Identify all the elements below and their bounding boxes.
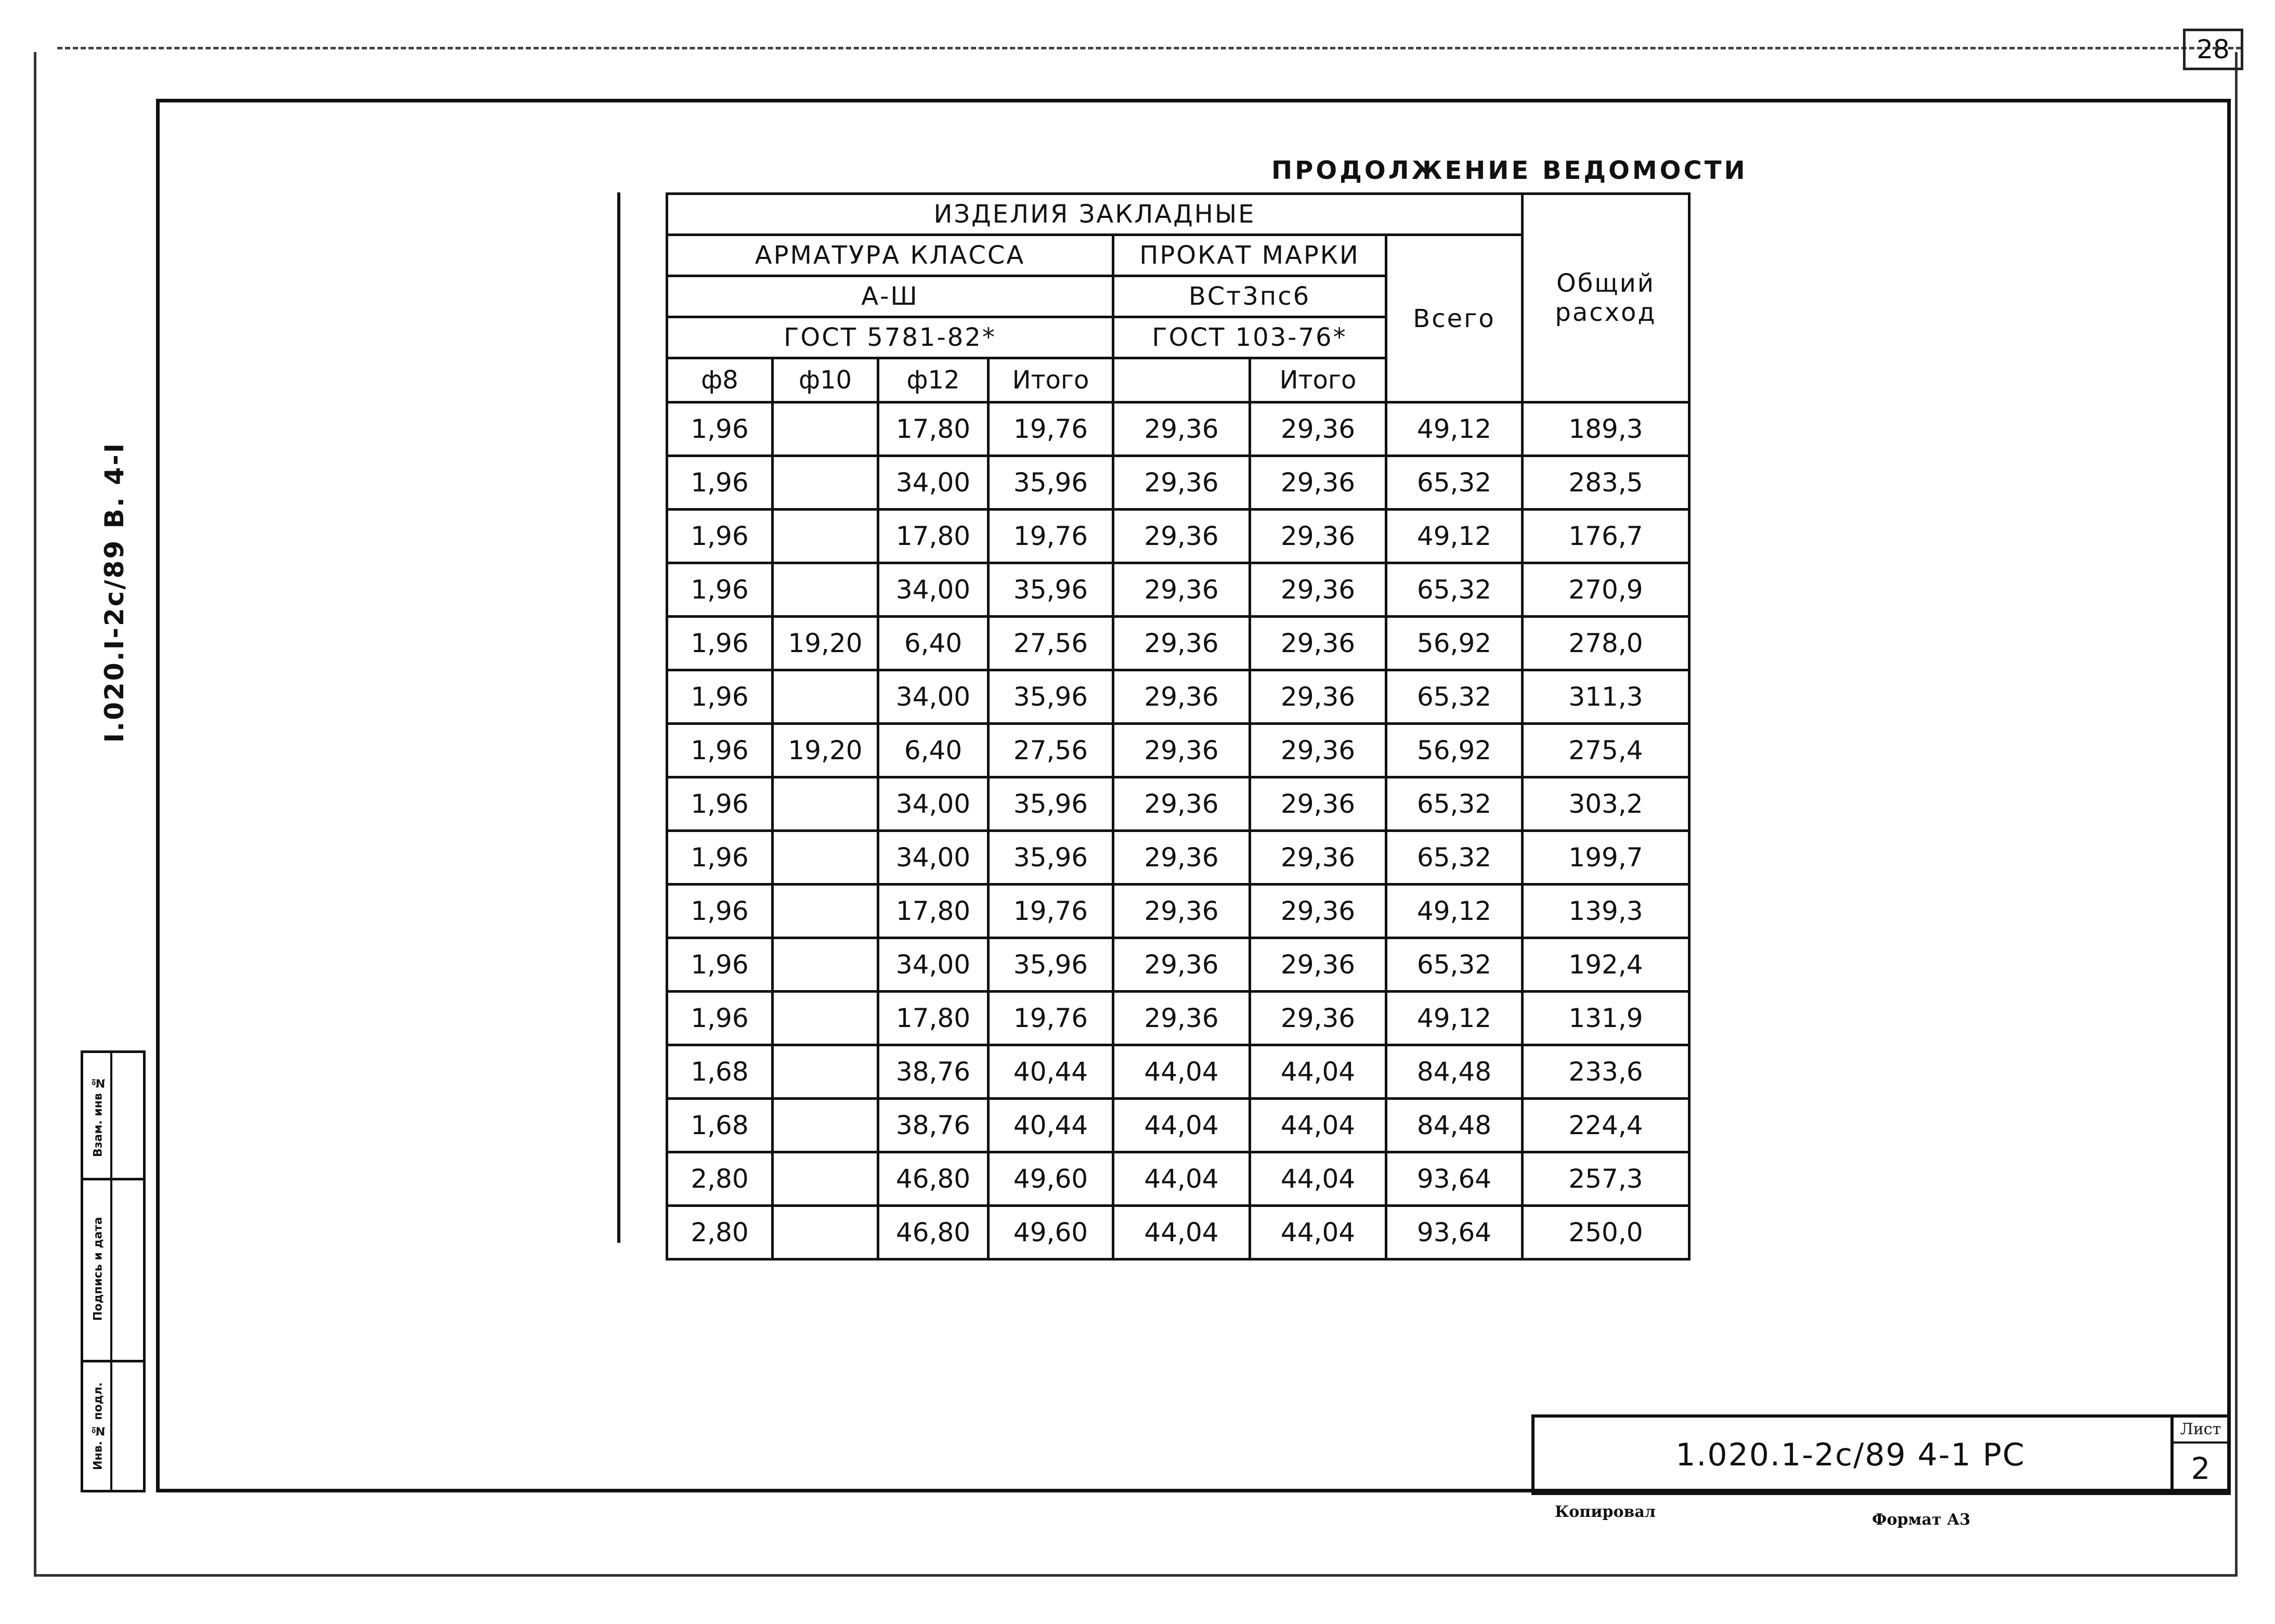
table-cell: 29,36	[1113, 456, 1250, 510]
table-cell: 65,32	[1386, 456, 1523, 510]
table-cell: 1,96	[667, 992, 773, 1045]
table-row	[667, 777, 1689, 831]
table-cell: 35,96	[989, 938, 1113, 992]
column-header: Итого	[989, 358, 1113, 402]
table-cell	[773, 670, 878, 724]
table-row	[667, 402, 1689, 456]
table-cell: 34,00	[878, 563, 989, 617]
table-cell: 27,56	[989, 724, 1113, 777]
statement-table-wrap	[621, 192, 1691, 1261]
table-cell	[773, 563, 878, 617]
table-cell: 44,04	[1250, 1206, 1386, 1259]
sheet-number: 2	[2191, 1450, 2211, 1486]
column-header	[1113, 358, 1250, 402]
side-stamp-signature-label: Подпись и дата	[92, 1217, 105, 1321]
table-cell: 1,96	[667, 402, 773, 456]
table-cell: 29,36	[1250, 831, 1386, 885]
table-cell	[773, 938, 878, 992]
table-cell: 29,36	[1250, 938, 1386, 992]
outer-frame-top-line	[57, 47, 2241, 49]
table-cell: 49,12	[1386, 402, 1523, 456]
table-cell: 233,6	[1523, 1045, 1689, 1099]
table-cell	[773, 1152, 878, 1206]
table-cell: 278,0	[1523, 617, 1689, 670]
table-cell: 1,68	[667, 1099, 773, 1152]
table-cell: 192,4	[1523, 938, 1689, 992]
table-cell: 40,44	[989, 1045, 1113, 1099]
table-cell: 65,32	[1386, 777, 1523, 831]
table-cell: 303,2	[1523, 777, 1689, 831]
table-cell: 1,96	[667, 724, 773, 777]
table-cell: 1,96	[667, 885, 773, 938]
table-cell: 35,96	[989, 563, 1113, 617]
table-cell: 49,12	[1386, 992, 1523, 1045]
table-cell: 29,36	[1113, 938, 1250, 992]
table-row	[667, 670, 1689, 724]
column-header: Итого	[1250, 358, 1386, 402]
table-cell: 19,76	[989, 992, 1113, 1045]
table-cell: 56,92	[1386, 724, 1523, 777]
table-cell: 1,96	[667, 670, 773, 724]
rolled-grade-cell: ВСт3пс6	[1113, 276, 1386, 317]
table-cell: 257,3	[1523, 1152, 1689, 1206]
table-row	[667, 1152, 1689, 1206]
table-cell: 189,3	[1523, 402, 1689, 456]
table-cell: 17,80	[878, 992, 989, 1045]
sheet-label: Лист	[2174, 1418, 2228, 1444]
total-header: Всего	[1386, 235, 1523, 402]
table-cell: 38,76	[878, 1045, 989, 1099]
table-cell	[773, 1099, 878, 1152]
table-cell: 1,68	[667, 1045, 773, 1099]
table-cell: 2,80	[667, 1206, 773, 1259]
table-cell: 56,92	[1386, 617, 1523, 670]
table-cell: 224,4	[1523, 1099, 1689, 1152]
table-cell: 29,36	[1113, 885, 1250, 938]
table-cell: 44,04	[1113, 1099, 1250, 1152]
table-cell: 1,96	[667, 563, 773, 617]
table-row	[667, 1099, 1689, 1152]
table-cell: 34,00	[878, 938, 989, 992]
table-row	[667, 831, 1689, 885]
title-block	[1531, 1414, 2231, 1495]
table-cell: 2,80	[667, 1152, 773, 1206]
table-cell: 270,9	[1523, 563, 1689, 617]
table-cell: 34,00	[878, 777, 989, 831]
group-title-cell: ИЗДЕЛИЯ ЗАКЛАДНЫЕ	[667, 194, 1523, 235]
table-cell: 44,04	[1250, 1152, 1386, 1206]
table-row	[667, 617, 1689, 670]
table-cell: 19,76	[989, 510, 1113, 563]
overall-consumption-header: Общий расход	[1523, 194, 1689, 402]
table-cell: 275,4	[1523, 724, 1689, 777]
table-cell: 65,32	[1386, 563, 1523, 617]
table-cell: 250,0	[1523, 1206, 1689, 1259]
table-cell	[773, 885, 878, 938]
table-cell: 35,96	[989, 777, 1113, 831]
table-row	[667, 992, 1689, 1045]
table-cell: 1,96	[667, 831, 773, 885]
table-cell: 44,04	[1250, 1099, 1386, 1152]
table-cell: 199,7	[1523, 831, 1689, 885]
table-cell: 17,80	[878, 885, 989, 938]
table-row	[667, 1206, 1689, 1259]
rolled-gost-cell: ГОСТ 103-76*	[1113, 317, 1386, 358]
table-cell: 34,00	[878, 670, 989, 724]
table-cell: 46,80	[878, 1206, 989, 1259]
rebar-gost-cell: ГОСТ 5781-82*	[667, 317, 1113, 358]
table-row	[667, 885, 1689, 938]
table-body	[667, 402, 1689, 1259]
table-cell	[773, 402, 878, 456]
table-cell: 38,76	[878, 1099, 989, 1152]
table-cell: 1,96	[667, 938, 773, 992]
table-cell: 19,20	[773, 617, 878, 670]
table-cell: 29,36	[1113, 724, 1250, 777]
table-cell: 176,7	[1523, 510, 1689, 563]
table-cell: 35,96	[989, 670, 1113, 724]
table-row	[667, 938, 1689, 992]
sheet-title: ПРОДОЛЖЕНИЕ ВЕДОМОСТИ	[1271, 156, 1748, 185]
table-cell: 29,36	[1113, 510, 1250, 563]
table-cell: 35,96	[989, 831, 1113, 885]
table-cell: 6,40	[878, 724, 989, 777]
table-cell: 29,36	[1250, 510, 1386, 563]
table-cell	[773, 456, 878, 510]
table-cell: 1,96	[667, 777, 773, 831]
table-cell: 311,3	[1523, 670, 1689, 724]
table-cell: 19,76	[989, 402, 1113, 456]
table-cell: 34,00	[878, 456, 989, 510]
side-stamp-row-separator	[83, 1178, 143, 1180]
table-cell: 65,32	[1386, 670, 1523, 724]
side-stamp-divider	[110, 1053, 112, 1490]
table-cell: 93,64	[1386, 1206, 1523, 1259]
table-cell: 1,96	[667, 617, 773, 670]
table-cell	[773, 992, 878, 1045]
table-cell: 29,36	[1250, 456, 1386, 510]
vertical-document-code: I.020.I-2c/89 В. 4-I	[99, 441, 129, 743]
sheet-box	[2170, 1418, 2228, 1492]
table-cell: 29,36	[1250, 563, 1386, 617]
side-stamp-row-separator	[83, 1360, 143, 1362]
table-cell: 283,5	[1523, 456, 1689, 510]
table-cell: 27,56	[989, 617, 1113, 670]
table-row	[667, 1045, 1689, 1099]
side-stamp-inv-label: Взам. инв №	[92, 1076, 105, 1158]
table-cell	[773, 1045, 878, 1099]
table-row	[667, 510, 1689, 563]
table-cell: 29,36	[1250, 992, 1386, 1045]
rolled-title-cell: ПРОКАТ МАРКИ	[1113, 235, 1386, 276]
table-cell: 29,36	[1250, 617, 1386, 670]
table-cell: 84,48	[1386, 1099, 1523, 1152]
table-cell: 17,80	[878, 510, 989, 563]
table-cell: 29,36	[1113, 617, 1250, 670]
rebar-title-cell: АРМАТУРА КЛАССА	[667, 235, 1113, 276]
document-code: 1.020.1-2с/89 4-1 РС	[1675, 1436, 2025, 1473]
table-cell: 29,36	[1113, 777, 1250, 831]
table-cell: 49,60	[989, 1206, 1113, 1259]
footer-format: Формат А3	[1872, 1511, 1971, 1529]
table-cell: 1,96	[667, 510, 773, 563]
table-cell: 49,60	[989, 1152, 1113, 1206]
table-cell: 29,36	[1250, 777, 1386, 831]
column-header: ф12	[878, 358, 989, 402]
table-cell: 46,80	[878, 1152, 989, 1206]
table-left-bracket	[617, 192, 620, 1243]
table-cell: 49,12	[1386, 510, 1523, 563]
table-cell: 17,80	[878, 402, 989, 456]
table-cell	[773, 777, 878, 831]
table-cell: 29,36	[1250, 670, 1386, 724]
table-cell: 44,04	[1113, 1045, 1250, 1099]
table-cell: 29,36	[1113, 831, 1250, 885]
table-cell: 44,04	[1113, 1206, 1250, 1259]
table-cell: 29,36	[1113, 563, 1250, 617]
table-cell: 29,36	[1250, 402, 1386, 456]
rebar-class-cell: А-Ш	[667, 276, 1113, 317]
table-cell: 93,64	[1386, 1152, 1523, 1206]
table-cell: 44,04	[1250, 1045, 1386, 1099]
column-header: ф10	[773, 358, 878, 402]
table-cell: 65,32	[1386, 938, 1523, 992]
footer-copied: Копировал	[1555, 1503, 1656, 1521]
table-cell	[773, 510, 878, 563]
table-cell: 29,36	[1113, 670, 1250, 724]
table-cell: 34,00	[878, 831, 989, 885]
table-cell: 29,36	[1250, 885, 1386, 938]
table-cell: 139,3	[1523, 885, 1689, 938]
table-cell: 29,36	[1113, 402, 1250, 456]
table-cell: 19,20	[773, 724, 878, 777]
table-cell: 29,36	[1250, 724, 1386, 777]
table-row	[667, 456, 1689, 510]
table-cell	[773, 831, 878, 885]
table-cell: 84,48	[1386, 1045, 1523, 1099]
table-cell: 6,40	[878, 617, 989, 670]
side-stamp-original-inv-label: Инв. № подл.	[92, 1382, 105, 1470]
table-row	[667, 724, 1689, 777]
table-cell	[773, 1206, 878, 1259]
table-cell: 1,96	[667, 456, 773, 510]
side-stamp	[81, 1050, 146, 1492]
table-cell: 35,96	[989, 456, 1113, 510]
table-cell: 65,32	[1386, 831, 1523, 885]
table-cell: 40,44	[989, 1099, 1113, 1152]
column-header: ф8	[667, 358, 773, 402]
table-cell: 49,12	[1386, 885, 1523, 938]
page-number: 28	[2183, 29, 2243, 70]
table-row	[667, 563, 1689, 617]
table-cell: 19,76	[989, 885, 1113, 938]
table-cell: 44,04	[1113, 1152, 1250, 1206]
table-cell: 131,9	[1523, 992, 1689, 1045]
table-cell: 29,36	[1113, 992, 1250, 1045]
statement-table	[666, 192, 1691, 1261]
